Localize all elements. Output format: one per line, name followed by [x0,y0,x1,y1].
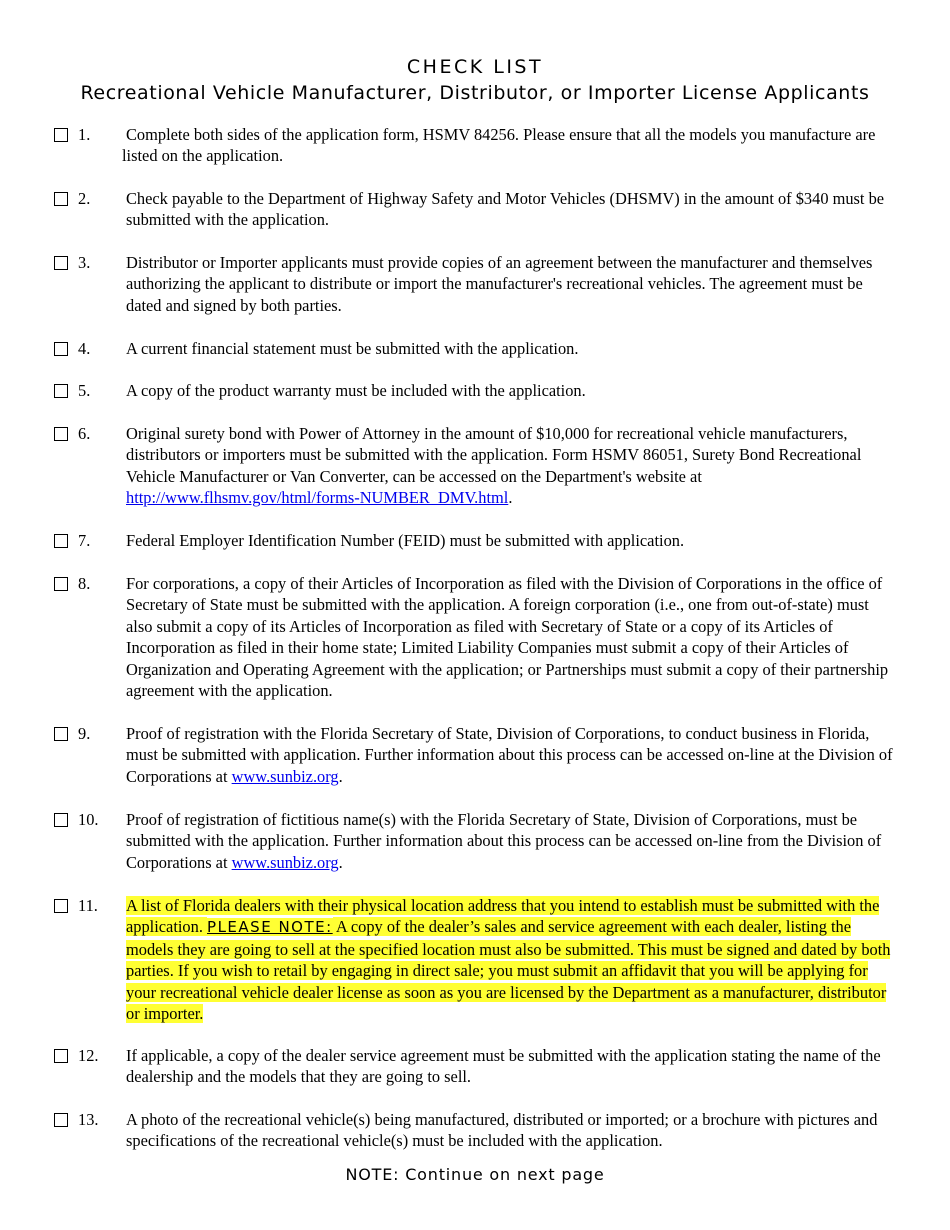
item-number: 3. [78,253,91,272]
item-number: 12. [78,1046,99,1065]
item-number: 6. [78,424,91,443]
item-text [126,895,894,1024]
checkbox[interactable] [54,192,68,206]
checkbox[interactable] [54,534,68,548]
checklist-item-6 [54,423,904,509]
page-title: CHECK LIST [406,56,544,78]
item-number: 8. [78,574,91,593]
sunbiz-link[interactable]: www.sunbiz.org [231,766,339,786]
checkbox[interactable] [54,1113,68,1127]
item-number: 4. [78,339,91,358]
item-number: 1. [78,125,91,144]
item-text: Complete both sides of the application form, HSMV 84256. Please ensure that all the models you manufacture are listed on the application. [122,125,876,166]
checklist-item-13 [54,1109,904,1152]
checklist-item-10 [54,809,904,873]
item-text: A photo of the recreational vehicle(s) being manufactured, distributed or imported; or a brochure with pictures and specifications of the recreational vehicle(s) must be included with the application. [126,1110,878,1151]
forms-link[interactable]: http://www.flhsmv.gov/html/forms-NUMBER_DMV.html [126,488,509,508]
item-number: 7. [78,531,91,550]
item-text [126,809,894,873]
checkbox[interactable] [54,1049,68,1063]
checklist-item-2 [54,188,904,231]
item-number: 10. [78,810,99,829]
checklist-item-7 [54,530,904,551]
item-text-content: Original surety bond with Power of Attorney in the amount of $10,000 for recreational vehicle manufacturers, distributors or importers must be submitted with the application. Form HSMV 86051, Surety Bond Recreational Vehicle Manufacturer or Van Converter, can be accessed on the Department's website at [126,424,862,486]
item-text-content: Proof of registration of fictitious name(s) with the Florida Secretary of State, Division of Corporations, must be submitted with the application. Further information about this process can be accessed on-line from the Division of Corporations at [126,810,882,872]
checkbox[interactable] [54,813,68,827]
checkbox[interactable] [54,128,68,142]
item-text-end: . [338,766,343,786]
item-text: Distributor or Importer applicants must provide copies of an agreement between the manufacturer and themselves authorizing the applicant to distribute or import the manufacturer's recreational vehicles. The agreement must be dated and signed by both parties. [126,253,873,315]
highlighted-text: A list of Florida dealers with their physical location address that you intend to establish must be submitted with the application. [126,896,880,937]
continue-note: NOTE: Continue on next page [345,1165,605,1184]
item-text: A copy of the product warranty must be included with the application. [126,381,586,400]
checklist-item-5 [54,380,904,401]
item-text [126,423,894,509]
item-text: Federal Employer Identification Number (FEID) must be submitted with application. [126,531,685,550]
highlighted-text: A copy of the dealer’s sales and service agreement with each dealer, listing the models they are going to sell at the specified location must also be submitted. This must be signed and dated by both parties. If you wish to retail by engaging in direct sale; you must submit an affidavit that you will be applying for your recreational vehicle dealer license as soon as you are licensed by the Department as a manufacturer, distributor or importer. [126,917,891,1024]
checklist-item-3 [54,252,904,316]
checkbox[interactable] [54,577,68,591]
checklist-item-4 [54,338,904,359]
item-number: 9. [78,724,91,743]
page-subtitle: Recreational Vehicle Manufacturer, Distributor, or Importer License Applicants [80,82,870,104]
item-number: 11. [78,896,98,915]
item-text: Check payable to the Department of Highway Safety and Motor Vehicles (DHSMV) in the amount of $340 must be submitted with the application. [126,189,885,230]
item-text [126,723,894,787]
sunbiz-link[interactable]: www.sunbiz.org [231,852,339,872]
item-text: If applicable, a copy of the dealer service agreement must be submitted with the application stating the name of the dealership and the models that they are going to sell. [126,1046,881,1087]
checkbox[interactable] [54,899,68,913]
checkbox[interactable] [54,727,68,741]
item-number: 2. [78,189,91,208]
item-text-content: Proof of registration with the Florida Secretary of State, Division of Corporations, to conduct business in Florida, must be submitted with application. Further information about this process can be accessed on-line at the Division of Corporations at [126,724,893,786]
item-number: 5. [78,381,91,400]
checklist-item-1 [54,124,904,167]
item-text-end: . [508,488,513,508]
checkbox[interactable] [54,342,68,356]
item-number: 13. [78,1110,99,1129]
item-text-end: . [338,852,343,872]
checklist-item-9 [54,723,904,787]
checklist-item-12 [54,1045,904,1088]
checkbox[interactable] [54,256,68,270]
checklist-item-11 [54,895,904,1024]
item-text: For corporations, a copy of their Articles of Incorporation as filed with the Division of Corporations in the office of Secretary of State must be submitted with the application. A foreign corporation (i.e., one from out-of-state) must also submit a copy of its Articles of Incorporation as filed with Secretary of State or a copy of its Articles of Incorporation as filed in their home state; Limited Liability Companies must submit a copy of their Articles of Organization and Operating Agreement with the application; or Partnerships must submit a copy of their partnership agreement with the application. [126,574,889,701]
please-note-label: PLEASE NOTE: [207,918,333,937]
checklist-item-8 [54,573,904,701]
checkbox[interactable] [54,384,68,398]
item-text: A current financial statement must be submitted with the application. [126,339,579,358]
checkbox[interactable] [54,427,68,441]
